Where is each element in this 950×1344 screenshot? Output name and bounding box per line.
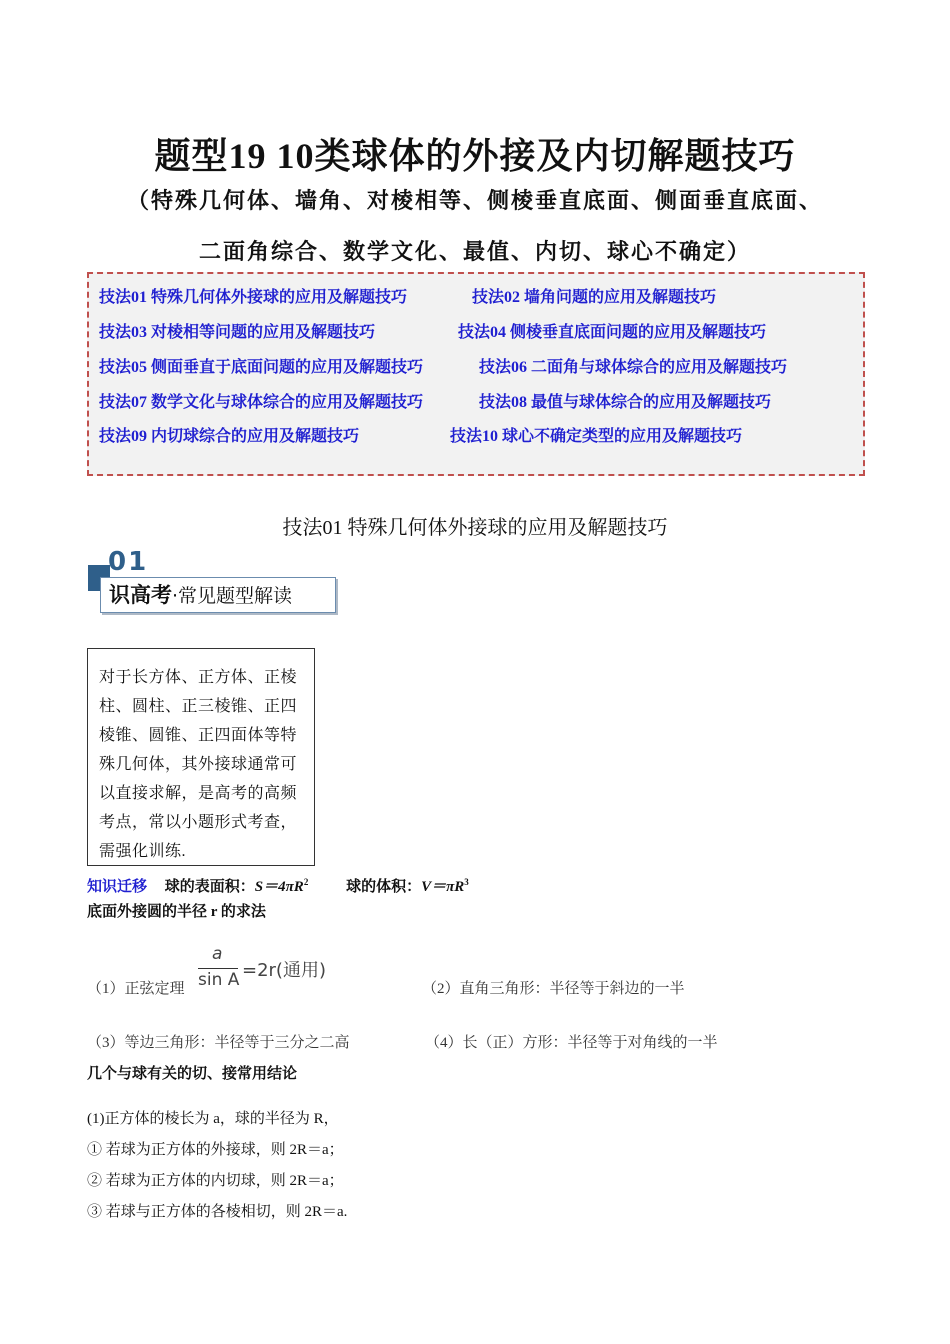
volume-formula: V＝πR [421,879,465,895]
subtitle-line-2: 二面角综合、数学文化、最值、内切、球心不确定） [198,240,751,265]
formula-numerator: a [212,944,223,964]
conclusion-2: ① 若球为正方体的外接球，则 2R＝a； [87,1142,344,1158]
conclusion-4: ③ 若球与正方体的各棱相切，则 2R＝a. [87,1204,348,1220]
method-2: （2）直角三角形：半径等于斜边的一半 [422,981,685,997]
toc-item-06[interactable]: 技法06 二面角与球体综合的应用及解题技巧 [479,359,788,376]
toc-item-02[interactable]: 技法02 墙角问题的应用及解题技巧 [472,289,717,306]
formula-rest: =2r(通用) [242,960,326,981]
conclusions-heading: 几个与球有关的切、接常用结论 [87,1066,298,1082]
method-1-label: （1）正弦定理 [87,981,185,997]
banner-number: 01 [108,547,149,577]
formula-denominator: sin A [198,970,240,990]
toc-item-08[interactable]: 技法08 最值与球体综合的应用及解题技巧 [479,394,772,411]
conclusion-1: (1)正方体的棱长为 a，球的半径为 R， [87,1111,339,1127]
table-of-contents [87,272,865,476]
conclusion-3: ② 若球为正方体的内切球，则 2R＝a； [87,1173,344,1189]
subtitle-line-1: （特殊几何体、墙角、对棱相等、侧棱垂直底面、侧面垂直底面、 [126,189,823,214]
volume-label: 球的体积： [346,879,422,895]
toc-item-10[interactable]: 技法10 球心不确定类型的应用及解题技巧 [450,428,743,445]
toc-item-04[interactable]: 技法04 侧棱垂直底面问题的应用及解题技巧 [458,324,767,341]
knowledge-line [87,875,469,896]
toc-item-05[interactable]: 技法05 侧面垂直于底面问题的应用及解题技巧 [99,359,424,376]
banner-label [100,577,336,613]
volume-exponent: 3 [464,877,469,887]
surface-exponent: 2 [303,877,309,887]
toc-item-07[interactable]: 技法07 数学文化与球体综合的应用及解题技巧 [99,394,424,411]
knowledge-label: 知识迁移 [87,879,148,895]
circumradius-heading: 底面外接圆的半径 r 的求法 [87,904,266,920]
surface-formula: S＝4πR [254,879,304,895]
banner-text: ·常见题型解读 [172,585,293,607]
fraction-bar [198,968,238,969]
banner-bold-text: 识高考 [109,583,172,607]
toc-item-01[interactable]: 技法01 特殊几何体外接球的应用及解题技巧 [99,289,408,306]
page-title: 题型19 10类球体的外接及内切解题技巧 [154,136,796,176]
section-heading: 技法01 特殊几何体外接球的应用及解题技巧 [282,517,668,539]
surface-label: 球的表面积： [164,879,255,895]
toc-item-03[interactable]: 技法03 对棱相等问题的应用及解题技巧 [99,324,376,341]
sine-law-formula [196,944,336,990]
method-3: （3）等边三角形：半径等于三分之二高 [87,1035,350,1051]
note-box: 对于长方体、正方体、正棱柱、圆柱、正三棱锥、正四棱锥、圆锥、正四面体等特殊几何体，其外接球通常可以直接求解，是高考的高频考点，常以小题形式考查，需强化训练. [87,648,315,866]
toc-item-09[interactable]: 技法09 内切球综合的应用及解题技巧 [99,428,360,445]
section-banner [88,547,348,617]
method-4: （4）长（正）方形：半径等于对角线的一半 [425,1035,718,1051]
